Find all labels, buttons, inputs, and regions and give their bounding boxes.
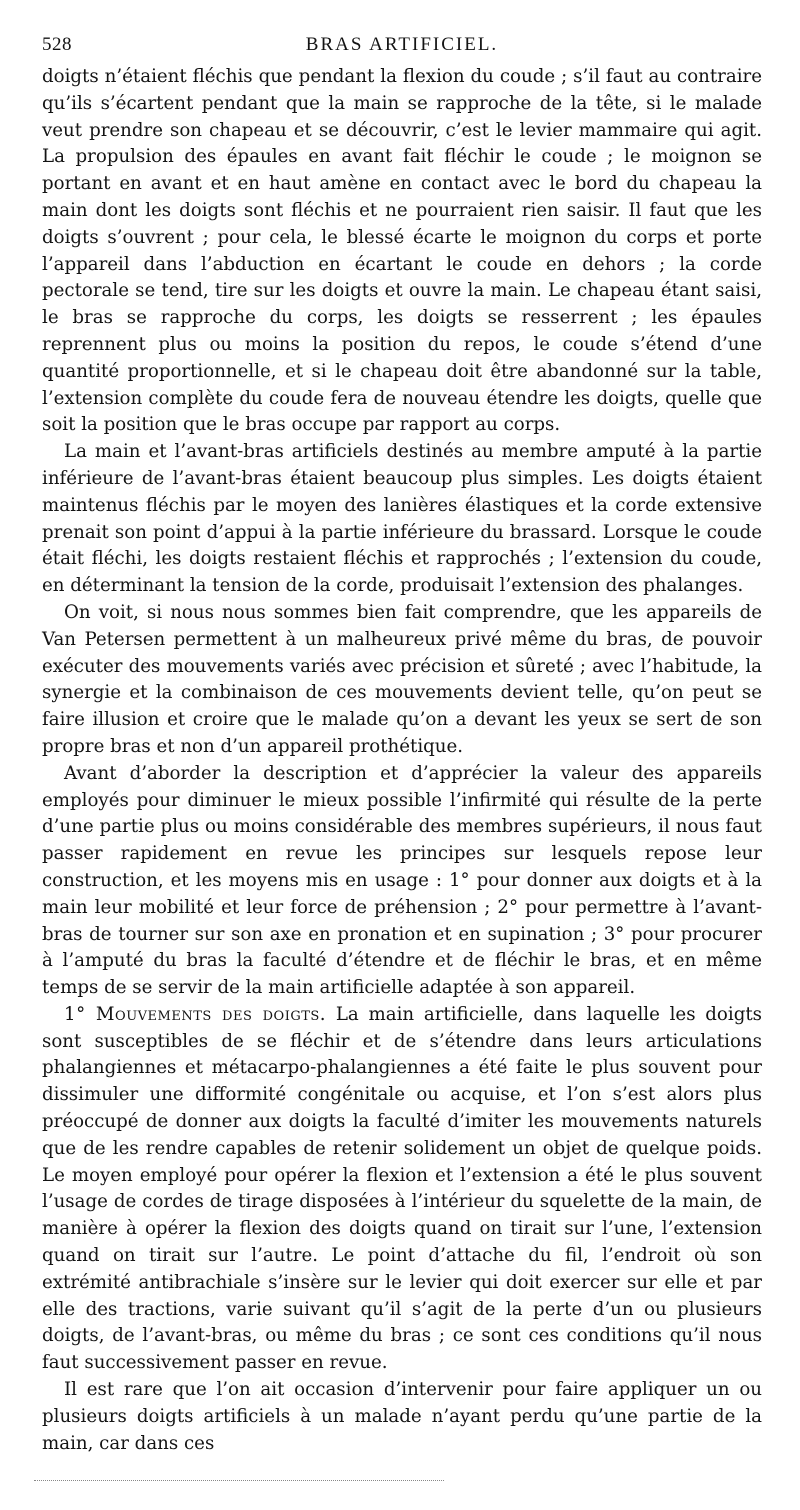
paragraph: La main et l’avant-bras artificiels destinés au membre amputé à la partie inférieure de l’avant-bras étaient beaucoup plus simples. Les doigts étaient maintenus fléchis par le moyen des lanières élastiques et la corde extensive prenait son point d’appui à la partie inférieure du brassard. Lorsque le coude était fléchi, les doigts restaient fléchis et rapprochés ; l’extension du coude, en déterminant la tension de la corde, produisait l’extension des phalanges. bbox=[42, 441, 762, 597]
footer-rule bbox=[34, 1480, 444, 1481]
paragraph: doigts n’étaient fléchis que pendant la flexion du coude ; s’il faut au contraire qu’ils s’écartent pendant que la main se rapproche de la tête, si le malade veut prendre son chapeau et se découvrir, c’est le levier mammaire qui agit. La propulsion des épaules en avant fait fléchir le coude ; le moignon se portant en avant et en haut amène en contact avec le bord du chapeau la main dont les doigts sont fléchis et ne pourraient rien saisir. Il faut que les doigts s’ouvrent ; pour cela, le blessé écarte le moignon du corps et porte l’appareil dans l’abduction en écartant le coude en dehors ; la corde pectorale se tend, tire sur les doigts et ouvre la main. Le chapeau étant saisi, le bras se rapproche du corps, les doigts se resserrent ; les épaules reprennent plus ou moins la position du repos, le coude s’étend d’une quantité proportionnelle, et si le chapeau doit être abandonné sur la table, l’extension complète du coude fera de nouveau étendre les doigts, quelle que soit la position que le bras occupe par rapport au corps. bbox=[42, 66, 762, 436]
page-header bbox=[42, 30, 762, 64]
paragraph-text: La main artificielle, dans laquelle les doigts sont susceptibles de se fléchir et de s’étendre dans leurs articulations phalangiennes et métacarpo-phalangiennes a été faite le plus souvent pour dissimuler une difformité congénitale ou acquise, et l’on s’est alors plus préoccupé de donner aux doigts la faculté d’imiter les mouvements naturels que de les rendre capables de retenir solidement un objet de quelque poids. Le moyen employé pour opérer la flexion et l’extension a été le plus souvent l’usage de cordes de tirage disposées à l’intérieur du squelette de la main, de manière à opérer la flexion des doigts quand on tirait sur l’une, l’extension quand on tirait sur l’autre. Le point d’attache du fil, l’endroit où son extrémité antibrachiale s’insère sur le levier qui doit exercer sur elle et par elle des tractions, varie suivant qu’il s’agit de la perte d’un ou plusieurs doigts, de l’avant-bras, ou même du bras ; ce sont ces conditions qu’il nous faut successivement passer en revue. bbox=[42, 1003, 762, 1374]
page-number: 528 bbox=[42, 34, 72, 55]
paragraph: On voit, si nous nous sommes bien fait comprendre, que les appareils de Van Petersen permettent à un malheureux privé même du bras, de pouvoir exécuter des mouvements variés avec précision et sûreté ; avec l’habitude, la synergie et la combinaison de ces mouvements devient telle, qu’on peut se faire illusion et croire que le malade qu’on a devant les yeux se sert de son propre bras et non d’un appareil prothétique. bbox=[42, 601, 762, 757]
section-heading: 1° Mouvements des doigts. bbox=[64, 1003, 327, 1025]
paragraph: Il est rare que l’on ait occasion d’intervenir pour faire appliquer un ou plusieurs doigts artificiels à un malade n’ayant perdu qu’une partie de la main, car dans ces bbox=[42, 1379, 762, 1454]
running-head: BRAS ARTIFICIEL. bbox=[305, 34, 499, 55]
paragraph: Avant d’aborder la description et d’apprécier la valeur des appareils employés pour diminuer le mieux possible l’infirmité qui résulte de la perte d’une partie plus ou moins considérable des membres supérieurs, il nous faut passer rapidement en revue les principes sur lesquels repose leur construction, et les moyens mis en usage : 1° pour donner aux doigts et à la main leur mobilité et leur force de préhension ; 2° pour permettre à l’avant-bras de tourner sur son axe en pronation et en supination ; 3° pour procurer à l’amputé du bras la faculté d’étendre et de fléchir le bras, et en même temps de se servir de la main artificielle adaptée à son appareil. bbox=[42, 762, 762, 999]
paragraph bbox=[42, 1002, 762, 1377]
body-text bbox=[42, 64, 762, 1457]
